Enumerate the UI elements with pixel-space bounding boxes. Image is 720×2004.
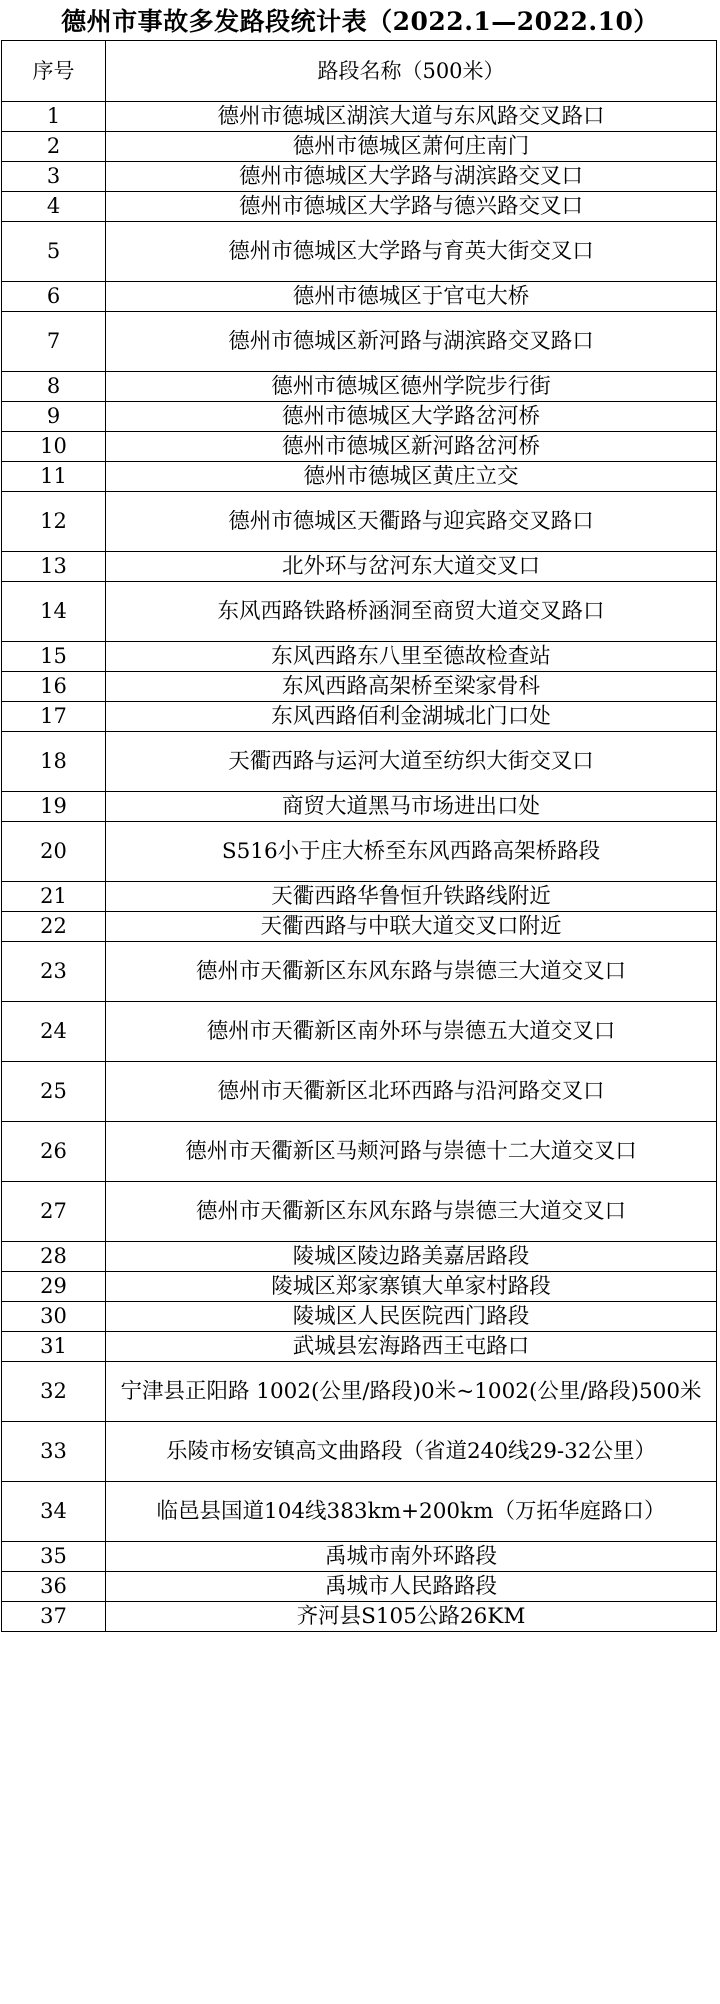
row-road-name: 武城县宏海路西王屯路口 [106, 1332, 717, 1362]
row-serial-number: 33 [2, 1422, 106, 1482]
row-serial-number: 24 [2, 1002, 106, 1062]
table-row [2, 282, 717, 312]
table-row [2, 1302, 717, 1332]
row-road-name: 天衢西路与中联大道交叉口附近 [106, 912, 717, 942]
row-serial-number: 29 [2, 1272, 106, 1302]
row-road-name: 临邑县国道104线383km+200km（万拓华庭路口） [106, 1482, 717, 1542]
table-row [2, 192, 717, 222]
table-row [2, 1482, 717, 1542]
row-road-name: 德州市天衢新区南外环与崇德五大道交叉口 [106, 1002, 717, 1062]
row-serial-number: 22 [2, 912, 106, 942]
table-row [2, 1272, 717, 1302]
table-row [2, 312, 717, 372]
table-row [2, 402, 717, 432]
row-road-name: 德州市德城区于官屯大桥 [106, 282, 717, 312]
row-road-name: 德州市天衢新区马颊河路与崇德十二大道交叉口 [106, 1122, 717, 1182]
table-row [2, 582, 717, 642]
page-title: 德州市事故多发路段统计表（2022.1—2022.10） [61, 7, 659, 36]
row-serial-number: 14 [2, 582, 106, 642]
table-row [2, 1542, 717, 1572]
table-row [2, 132, 717, 162]
row-serial-number: 20 [2, 822, 106, 882]
table-row [2, 702, 717, 732]
row-road-name: 德州市德城区大学路与德兴路交叉口 [106, 192, 717, 222]
row-serial-number: 6 [2, 282, 106, 312]
row-serial-number: 37 [2, 1602, 106, 1632]
row-road-name: 天衢西路与运河大道至纺织大街交叉口 [106, 732, 717, 792]
row-serial-number: 10 [2, 432, 106, 462]
row-road-name: 北外环与岔河东大道交叉口 [106, 552, 717, 582]
row-road-name: 德州市德城区新河路与湖滨路交叉路口 [106, 312, 717, 372]
row-serial-number: 11 [2, 462, 106, 492]
row-road-name: 德州市德城区大学路与育英大街交叉口 [106, 222, 717, 282]
table-row [2, 942, 717, 1002]
row-road-name: 禹城市人民路路段 [106, 1572, 717, 1602]
row-road-name: 德州市德城区黄庄立交 [106, 462, 717, 492]
row-road-name: 德州市德城区德州学院步行街 [106, 372, 717, 402]
row-serial-number: 16 [2, 672, 106, 702]
row-serial-number: 8 [2, 372, 106, 402]
row-serial-number: 26 [2, 1122, 106, 1182]
row-road-name: 德州市德城区大学路与湖滨路交叉口 [106, 162, 717, 192]
row-road-name: 东风西路高架桥至梁家骨科 [106, 672, 717, 702]
row-serial-number: 35 [2, 1542, 106, 1572]
row-road-name: 陵城区陵边路美嘉居路段 [106, 1242, 717, 1272]
row-serial-number: 12 [2, 492, 106, 552]
row-serial-number: 28 [2, 1242, 106, 1272]
row-road-name: 东风西路佰利金湖城北门口处 [106, 702, 717, 732]
table-body [2, 102, 717, 1632]
row-serial-number: 1 [2, 102, 106, 132]
table-row [2, 792, 717, 822]
row-road-name: 陵城区郑家寨镇大单家村路段 [106, 1272, 717, 1302]
row-serial-number: 36 [2, 1572, 106, 1602]
table-row [2, 1602, 717, 1632]
row-road-name: 东风西路铁路桥涵洞至商贸大道交叉路口 [106, 582, 717, 642]
row-road-name: 乐陵市杨安镇高文曲路段（省道240线29-32公里） [106, 1422, 717, 1482]
table-row [2, 912, 717, 942]
table-row [2, 372, 717, 402]
row-serial-number: 15 [2, 642, 106, 672]
table-row [2, 1062, 717, 1122]
row-road-name: 天衢西路华鲁恒升铁路线附近 [106, 882, 717, 912]
row-road-name: 东风西路东八里至德故检查站 [106, 642, 717, 672]
row-road-name: 禹城市南外环路段 [106, 1542, 717, 1572]
row-serial-number: 13 [2, 552, 106, 582]
table-row [2, 1182, 717, 1242]
row-serial-number: 19 [2, 792, 106, 822]
table-row [2, 1242, 717, 1272]
table-row [2, 672, 717, 702]
table-row [2, 1122, 717, 1182]
row-serial-number: 25 [2, 1062, 106, 1122]
table-row [2, 222, 717, 282]
table-row [2, 642, 717, 672]
row-serial-number: 21 [2, 882, 106, 912]
row-road-name: 德州市德城区大学路岔河桥 [106, 402, 717, 432]
table-row [2, 432, 717, 462]
row-road-name: 宁津县正阳路 1002(公里/路段)0米~1002(公里/路段)500米 [106, 1362, 717, 1422]
row-serial-number: 3 [2, 162, 106, 192]
row-road-name: 商贸大道黑马市场进出口处 [106, 792, 717, 822]
table-row [2, 1362, 717, 1422]
row-road-name: 德州市天衢新区东风东路与崇德三大道交叉口 [106, 942, 717, 1002]
table-row [2, 1422, 717, 1482]
row-serial-number: 34 [2, 1482, 106, 1542]
row-serial-number: 2 [2, 132, 106, 162]
row-road-name: 德州市德城区新河路岔河桥 [106, 432, 717, 462]
table-row [2, 1332, 717, 1362]
row-serial-number: 27 [2, 1182, 106, 1242]
header-serial-number: 序号 [2, 41, 106, 102]
header-road-name: 路段名称（500米） [106, 41, 717, 102]
table-row [2, 162, 717, 192]
accident-roads-table [1, 40, 717, 1632]
table-row [2, 462, 717, 492]
table-row [2, 1572, 717, 1602]
row-road-name: 德州市德城区湖滨大道与东风路交叉路口 [106, 102, 717, 132]
row-serial-number: 17 [2, 702, 106, 732]
table-row [2, 882, 717, 912]
row-serial-number: 31 [2, 1332, 106, 1362]
row-serial-number: 23 [2, 942, 106, 1002]
row-serial-number: 30 [2, 1302, 106, 1332]
table-row [2, 492, 717, 552]
row-road-name: 德州市天衢新区东风东路与崇德三大道交叉口 [106, 1182, 717, 1242]
row-serial-number: 7 [2, 312, 106, 372]
row-road-name: S516小于庄大桥至东风西路高架桥路段 [106, 822, 717, 882]
table-header-row [2, 41, 717, 102]
table-row [2, 552, 717, 582]
row-road-name: 齐河县S105公路26KM [106, 1602, 717, 1632]
row-serial-number: 5 [2, 222, 106, 282]
table-row [2, 102, 717, 132]
table-row [2, 732, 717, 792]
row-serial-number: 9 [2, 402, 106, 432]
table-row [2, 822, 717, 882]
row-road-name: 德州市德城区天衢路与迎宾路交叉路口 [106, 492, 717, 552]
row-road-name: 德州市天衢新区北环西路与沿河路交叉口 [106, 1062, 717, 1122]
row-road-name: 德州市德城区萧何庄南门 [106, 132, 717, 162]
row-serial-number: 32 [2, 1362, 106, 1422]
table-row [2, 1002, 717, 1062]
row-road-name: 陵城区人民医院西门路段 [106, 1302, 717, 1332]
row-serial-number: 18 [2, 732, 106, 792]
row-serial-number: 4 [2, 192, 106, 222]
